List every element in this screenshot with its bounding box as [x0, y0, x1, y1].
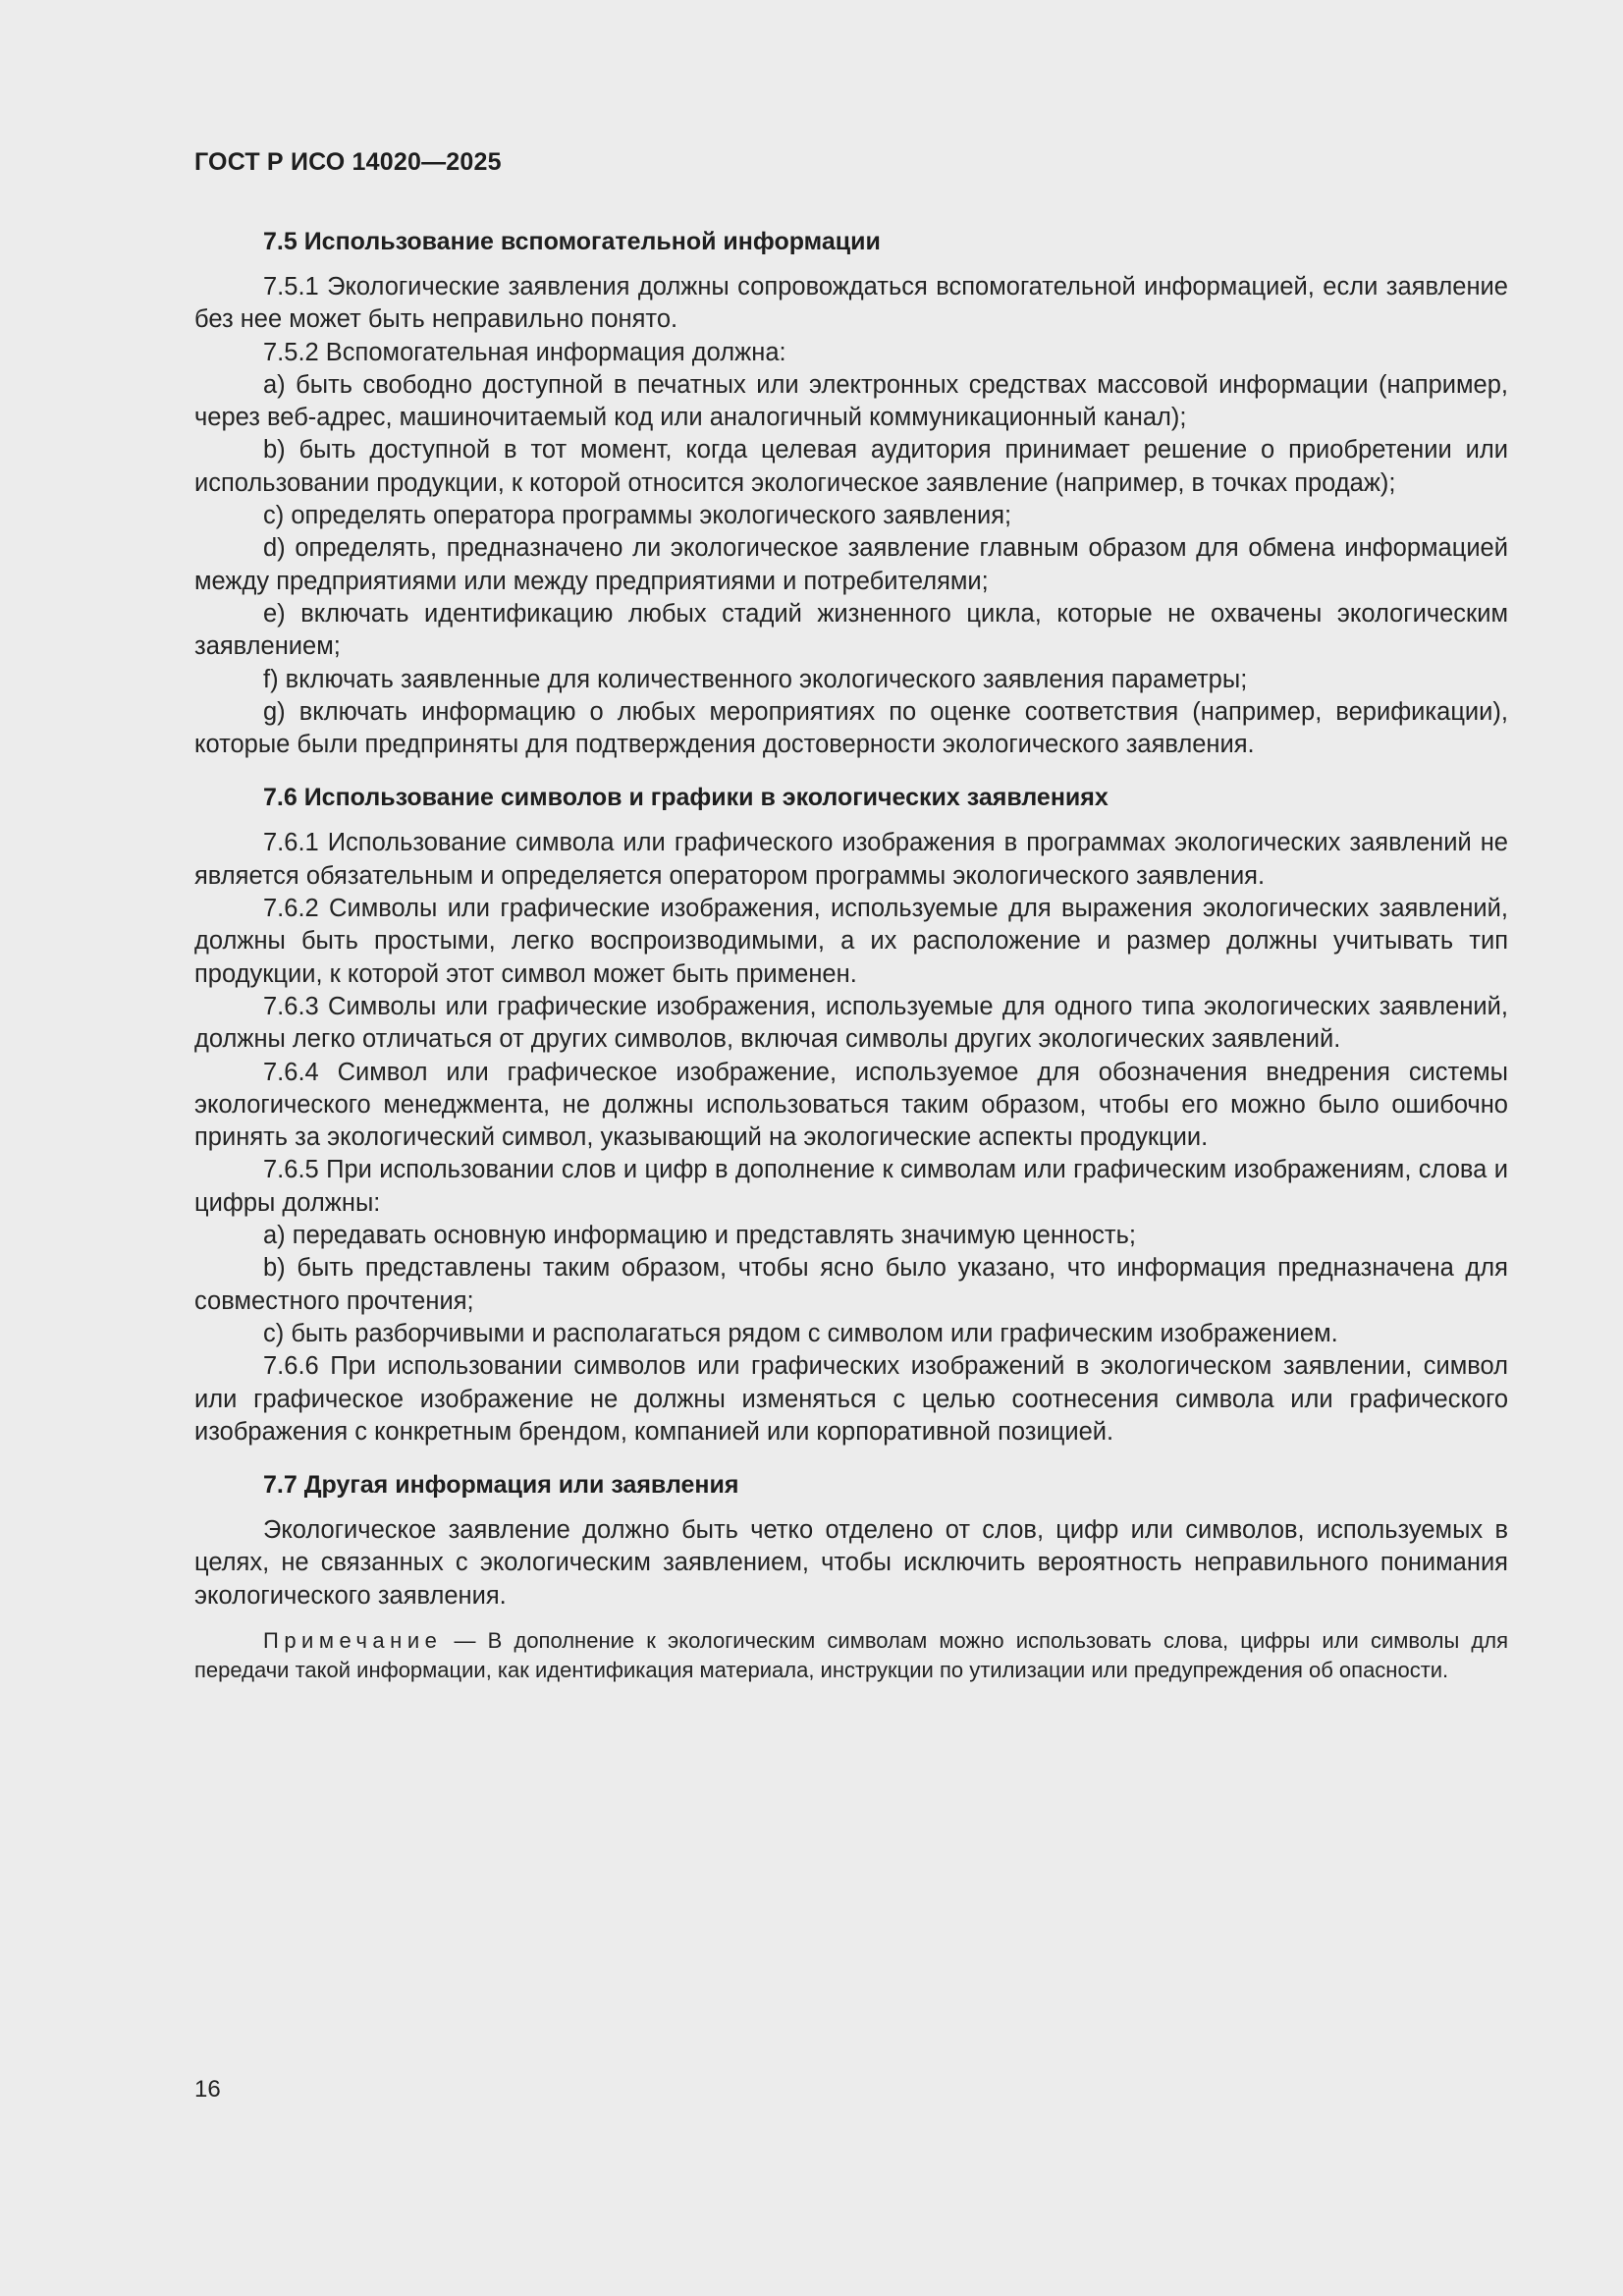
- clause-7-6-1: 7.6.1 Использование символа или графического изображения в программах экологических заявлений не является обязательным и определяется оператором программы экологического заявления.: [194, 829, 1508, 890]
- clause-7-7-body: Экологическое заявление должно быть четко отделено от слов, цифр или символов, используемых в целях, не связанных с экологическим заявлением, чтобы исключить вероятность неправильного понимания экологического заявления.: [194, 1516, 1508, 1610]
- section-7-5: [194, 226, 1508, 761]
- list-item-7-6-5-c: c) быть разборчивыми и располагаться рядом с символом или графическим изображением.: [263, 1319, 1338, 1347]
- list-item-7-5-2-b: b) быть доступной в тот момент, когда целевая аудитория принимает решение о приобретении или использовании продукции, к которой относится экологическое заявление (например, в точках продаж);: [194, 436, 1508, 497]
- list-item-7-5-2-g: g) включать информацию о любых мероприятиях по оценке соответствия (например, верификации), которые были предприняты для подтверждения достоверности экологического заявления.: [194, 697, 1508, 759]
- section-7-7: [194, 1469, 1508, 1685]
- section-heading-7-5: 7.5 Использование вспомогательной информации: [263, 228, 881, 255]
- clause-7-6-6: 7.6.6 При использовании символов или графических изображений в экологическом заявлении, символ или графическое изображение не должны изменяться с целью соотнесения символа или графического изображения с конкретным брендом, компанией или корпоративной позицией.: [194, 1352, 1508, 1446]
- clause-7-6-4: 7.6.4 Символ или графическое изображение, используемое для обозначения внедрения системы экологического менеджмента, не должны использоваться таким образом, чтобы его можно было ошибочно принять за экологический символ, указывающий на экологические аспекты продукции.: [194, 1058, 1508, 1152]
- clause-7-6-5: 7.6.5 При использовании слов и цифр в дополнение к символам или графическим изображениям, слова и цифры должны:: [194, 1156, 1508, 1217]
- section-heading-7-6: 7.6 Использование символов и графики в экологических заявлениях: [263, 784, 1109, 812]
- section-heading-7-7: 7.7 Другая информация или заявления: [263, 1471, 739, 1500]
- note: [194, 1626, 1508, 1685]
- note-label: Примечание: [263, 1627, 443, 1653]
- list-item-7-5-2-d: d) определять, предназначено ли экологическое заявление главным образом для обмена информацией между предприятиями или между предприятиями и потребителями;: [194, 534, 1508, 595]
- note-text: — В дополнение к экологическим символам можно использовать слова, цифры или символы для передачи такой информации, как идентификация материала, инструкции по утилизации или предупреждения об опасности.: [194, 1627, 1508, 1682]
- clause-7-6-3: 7.6.3 Символы или графические изображения, используемые для одного типа экологических заявлений, должны легко отличаться от других символов, включая символы других экологических заявлений.: [194, 992, 1508, 1054]
- section-7-6: [194, 782, 1508, 1449]
- clause-7-6-2: 7.6.2 Символы или графические изображения, используемые для выражения экологических заявлений, должны быть простыми, легко воспроизводимыми, а их расположение и размер должны учитывать тип продукции, к которой этот символ может быть применен.: [194, 895, 1508, 988]
- list-item-7-5-2-a: a) быть свободно доступной в печатных или электронных средствах массовой информации (например, через веб-адрес, машиночитаемый код или аналогичный коммуникационный канал);: [194, 370, 1508, 432]
- list-item-7-5-2-e: e) включать идентификацию любых стадий жизненного цикла, которые не охвачены экологическим заявлением;: [194, 599, 1508, 661]
- document-header: ГОСТ Р ИСО 14020—2025: [194, 148, 502, 176]
- list-item-7-5-2-c: c) определять оператора программы экологического заявления;: [263, 502, 1012, 530]
- clause-7-5-1: 7.5.1 Экологические заявления должны сопровождаться вспомогательной информацией, если заявление без нее может быть неправильно понято.: [194, 273, 1508, 334]
- page-number: 16: [194, 2076, 221, 2103]
- document-body: [194, 226, 1508, 1685]
- clause-7-5-2: 7.5.2 Вспомогательная информация должна:: [263, 338, 786, 366]
- list-item-7-6-5-a: a) передавать основную информацию и представлять значимую ценность;: [263, 1222, 1136, 1250]
- list-item-7-5-2-f: f) включать заявленные для количественного экологического заявления параметры;: [263, 665, 1248, 693]
- list-item-7-6-5-b: b) быть представлены таким образом, чтобы ясно было указано, что информация предназначена для совместного прочтения;: [194, 1254, 1508, 1315]
